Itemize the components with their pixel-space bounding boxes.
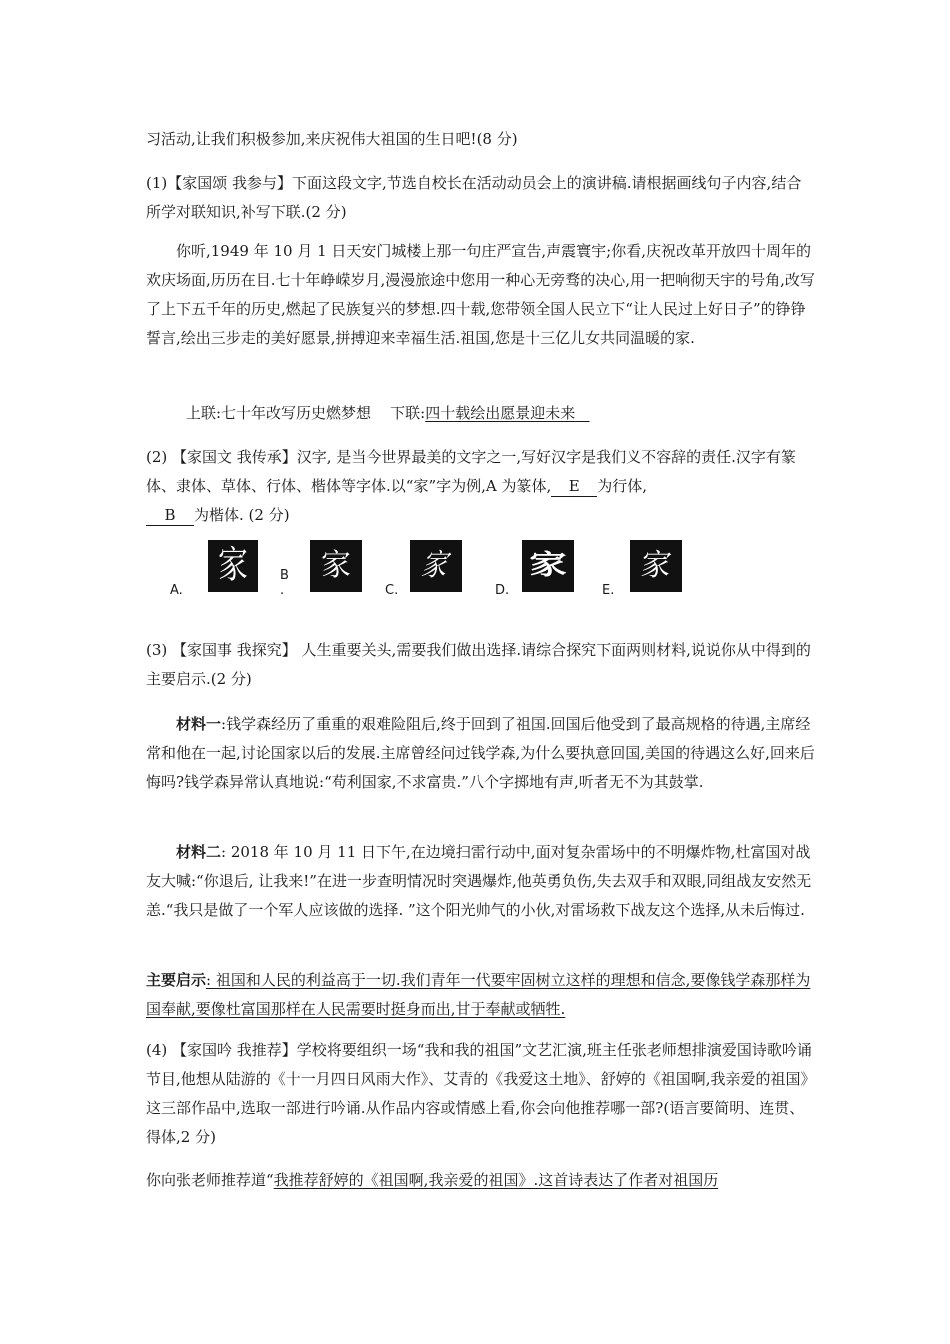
clerical-script-image: 家: [522, 540, 574, 592]
option-label: B .: [280, 568, 289, 598]
q2-text-b: 为行体,: [597, 477, 648, 495]
q3-prompt: (3) 【家国事 我探究】 人生重要关头,需要我们做出选择.请综合探究下面两则材料,说说你从中得到的主要启示.(2 分): [146, 641, 811, 688]
seal-script-image: 家: [208, 540, 258, 592]
running-script-image: 家: [630, 540, 682, 592]
intro-line: 习活动,让我们积极参加,来庆祝伟大祖国的生日吧!(8 分): [146, 130, 518, 148]
q1-couplet: [186, 399, 806, 428]
lower-couplet-label: 下联:: [390, 404, 426, 422]
cursive-script-image: 家: [410, 540, 462, 592]
material-1-text: :钱学森经历了重重的艰难险阻后,终于回到了祖国.回国后他受到了最高规格的待遇,主席经常和他在一起,讨论国家以后的发展.主席曾经问过钱学森,为什么要执意回国,美国的待遇这么好,回来后悔吗?钱学森异常认真地说:“苟利国家,不求富贵.”八个字掷地有声,听者无不为其鼓掌.: [146, 715, 815, 791]
q3-material-2: [146, 838, 816, 925]
q3-answer: [146, 966, 816, 1024]
material-2-text: : 2018 年 10 月 11 日下午,在边境扫雷行动中,面对复杂雷场中的不明爆炸物,杜富国对战友大喊:“你退后, 让我来!”在进一步查明情况时突遇爆炸,他英勇负伤,失去双手和双眼,同组战友安然无恙.“我只是做了一个军人应该做的选择. ”这个阳光帅气的小伙,对雷场救下战友这个选择,从未后悔过.: [146, 843, 812, 919]
material-1-label: 材料一: [176, 715, 222, 733]
material-2-label: 材料二: [176, 843, 222, 861]
q3-material-1: [146, 710, 816, 797]
q4-answer-text: 我推荐舒婷的《祖国啊,我亲爱的祖国》.这首诗表达了作者对祖国历: [273, 1171, 719, 1189]
q2-prompt: [146, 443, 816, 530]
q2-blank-1: E: [551, 476, 597, 497]
q2-text-c: 为楷体. (2 分): [194, 506, 290, 524]
option-label: D.: [495, 583, 510, 598]
q4-answer: [146, 1166, 816, 1195]
q4-prompt: (4) 【家国吟 我推荐】学校将要组织一场“我和我的祖国”文艺汇演,班主任张老师想排演爱国诗歌吟诵节目,他想从陆游的《十一月四日风雨大作》、艾青的《我爱这土地》、舒婷的《祖国啊,我亲爱的祖国》这三部作品中,选取一部进行吟诵.从作品内容或情感上看,你会向他推荐哪一部?(语言要简明、连贯、得体,2 分): [146, 1041, 816, 1146]
q1-passage: 你听,1949 年 10 月 1 日天安门城楼上那一句庄严宣告,声震寰宇;你看,庆祝改革开放四十周年的欢庆场面,历历在目.七十年峥嵘岁月,漫漫旅途中您用一种心无旁骛的决心,用一把响彻天宇的号角,改写了上下五千年的历史,燃起了民族复兴的梦想.四十载,您带领全国人民立下“让人民过上好日子”的铮铮誓言,绘出三步走的美好愿景,拼搏迎来幸福生活.祖国,您是十三亿儿女共同温暖的家.: [146, 242, 815, 347]
answer-label: 主要启示: [146, 971, 207, 989]
q4-answer-lead: 你向张老师推荐道“: [146, 1171, 274, 1189]
regular-script-image: 家: [310, 540, 362, 592]
option-label: C.: [385, 583, 399, 598]
lower-couplet-answer: 四十载绘出愿景迎未来: [425, 404, 576, 422]
option-label: E.: [602, 583, 615, 598]
upper-couplet: 上联:七十年改写历史燃梦想: [186, 404, 372, 422]
calligraphy-options: [170, 540, 730, 600]
q1-prompt: (1)【家国颂 我参与】下面这段文字,节选自校长在活动动员会上的演讲稿.请根据画线句子内容,结合所学对联知识,补写下联.(2 分): [146, 174, 802, 221]
answer-text: : 祖国和人民的利益高于一切.我们青年一代要牢固树立这样的理想和信念,要像钱学森那样为国奉献,要像杜富国那样在人民需要时挺身而出,甘于奉献或牺牲.: [146, 971, 811, 1018]
option-label: A.: [170, 583, 183, 598]
q2-blank-2: B: [146, 505, 194, 526]
q2-text-a: (2) 【家国文 我传承】汉字, 是当今世界最美的文字之一,写好汉字是我们义不容辞的责任.汉字有篆体、隶体、草体、行体、楷体等字体.以“家”字为例,A 为篆体,: [146, 448, 796, 495]
